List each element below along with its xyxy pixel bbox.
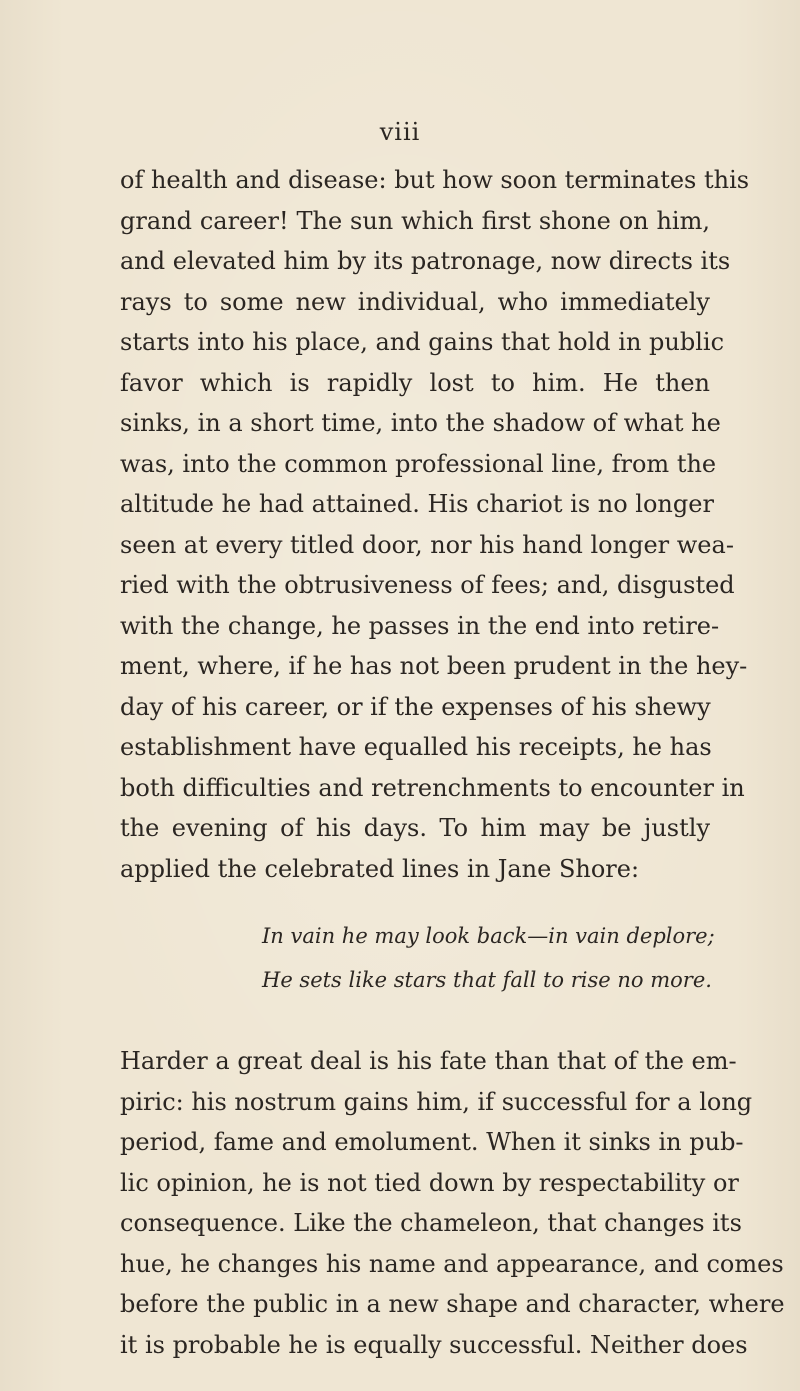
text-line: seen at every titled door, nor his hand longer wea- [120, 530, 734, 559]
text-line: was, into the common professional line, from the [120, 449, 717, 478]
text-line: ried with the obtrusiveness of fees; and, disgusted [120, 571, 735, 599]
text-line: rays to some new individual, who immediately [120, 287, 710, 316]
text-line: lic opinion, he is not tied down by respectability or [120, 1168, 739, 1197]
text-line: period, fame and emolument. When it sinks in pub- [120, 1128, 744, 1156]
text-line: starts into his place, and gains that hold in public [120, 328, 725, 356]
text-line: establishment have equalled his receipts, he has [120, 733, 712, 761]
text-line: altitude he had attained. His chariot is no longer [120, 490, 714, 518]
text-line: ment, where, if he has not been prudent in the hey- [120, 652, 748, 680]
text-line: applied the celebrated lines in Jane Shore: [120, 854, 640, 883]
text-line: it is probable he is equally successful. Neither does [120, 1330, 748, 1359]
text-line: the evening of his days. To him may be justly [120, 814, 710, 842]
text-line: both difficulties and retrenchments to encounter in [120, 773, 745, 802]
text-line: hue, he changes his name and appearance, and comes [120, 1249, 784, 1278]
verse-line: He sets like stars that fall to rise no more. [262, 968, 712, 992]
text-line: grand career! The sun which first shone on him, [120, 206, 710, 235]
text-line: favor which is rapidly lost to him. He then [120, 368, 710, 397]
verse-line: In vain he may look back—in vain deplore; [262, 924, 715, 948]
text-line: of health and disease: but how soon terminates this [120, 166, 750, 194]
text-line: piric: his nostrum gains him, if successful for a long [120, 1087, 753, 1116]
text-line: and elevated him by its patronage, now directs its [120, 247, 731, 275]
text-line: before the public in a new shape and character, where [120, 1290, 785, 1318]
text-line: consequence. Like the chameleon, that changes its [120, 1209, 742, 1237]
page-number: viii [379, 118, 421, 146]
text-line: Harder a great deal is his fate than that of the em- [120, 1047, 737, 1075]
text-line: sinks, in a short time, into the shadow of what he [120, 409, 721, 437]
text-line: day of his career, or if the expenses of his shewy [120, 692, 711, 721]
text-line: with the change, he passes in the end into retire- [120, 611, 720, 640]
